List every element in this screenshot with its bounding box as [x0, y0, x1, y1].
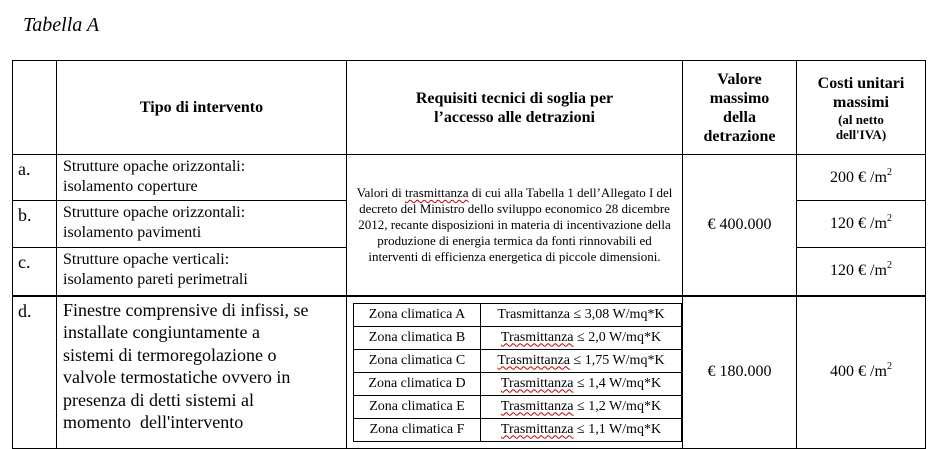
row-description-line2: isolamento pareti perimetrali: [63, 271, 248, 288]
header-requisiti-line2: l’accesso alle detrazioni: [434, 108, 595, 126]
zone-trasmittanza: [481, 418, 682, 441]
zone-trasmittanza: [481, 372, 682, 395]
zone-row: [354, 326, 682, 349]
trasmittanza-word: Trasmittanza: [497, 352, 571, 368]
header-costi: [797, 61, 926, 155]
row-cost-exponent: 2: [886, 260, 892, 272]
row-cost-value: 120 € /m: [830, 215, 887, 232]
requisiti-text: [347, 155, 683, 296]
header-requisiti-line1: Requisiti tecnici di soglia per: [415, 89, 614, 107]
table-row-d: [13, 296, 926, 449]
zone-name: Zona climatica B: [354, 326, 481, 349]
trasmittanza-value: ≤ 1,2 W/mq*K: [573, 398, 662, 414]
header-valore-line2: massimo: [709, 89, 770, 107]
zone-name: Zona climatica C: [354, 349, 481, 372]
row-letter: a.: [13, 155, 57, 201]
trasmittanza-word: Trasmittanza: [497, 306, 571, 322]
header-empty: [13, 61, 57, 155]
row-cost-exponent: 2: [886, 166, 892, 178]
table-row-a: [13, 155, 926, 201]
valore-abc: € 400.000: [683, 155, 797, 296]
row-description-line1: Strutture opache verticali:: [63, 251, 230, 268]
requisiti-trasmittanza-word: trasmittanza: [404, 184, 469, 200]
zone-trasmittanza: [481, 326, 682, 349]
row-cost-value: 120 € /m: [830, 262, 887, 280]
row-cost: [797, 296, 926, 449]
row-description-line2: isolamento coperture: [63, 178, 198, 195]
row-description: [57, 296, 347, 449]
header-valore-line4: detrazione: [703, 127, 776, 145]
row-cost: [797, 248, 926, 296]
header-requisiti: [347, 61, 683, 155]
row-description-line1: Strutture opache orizzontali:: [63, 204, 246, 221]
row-d-line2: installate congiuntamente a: [63, 322, 260, 342]
row-d-line3: sistemi di termoregolazione o: [63, 344, 277, 365]
header-costi-line1: Costi unitari: [817, 74, 905, 92]
header-costi-line4: dell'IVA): [835, 126, 887, 142]
row-d-line4: valvole termostatiche ovvero in: [63, 367, 291, 387]
zone-name: Zona climatica A: [354, 303, 481, 326]
zone-row: [354, 303, 682, 326]
zone-row: [354, 372, 682, 395]
zone-trasmittanza: [481, 303, 682, 326]
trasmittanza-value: ≤ 1,75 W/mq*K: [570, 352, 665, 368]
header-costi-line2: massimi: [833, 93, 889, 111]
row-description-line2: isolamento pavimenti: [63, 224, 202, 241]
header-tipo: Tipo di intervento: [57, 61, 347, 155]
requisiti-text-part1: Valori di: [356, 184, 405, 200]
trasmittanza-word: Trasmittanza: [500, 421, 574, 437]
row-letter: b.: [13, 201, 57, 248]
row-cost: [797, 201, 926, 248]
row-description: [57, 155, 347, 201]
row-description: [57, 201, 347, 248]
valore-d: € 180.000: [683, 296, 797, 449]
row-description-line1: Strutture opache orizzontali:: [63, 158, 246, 175]
row-letter: c.: [13, 248, 57, 296]
zone-row: [354, 418, 682, 441]
trasmittanza-word: Trasmittanza: [500, 329, 574, 345]
zone-name: Zona climatica F: [354, 418, 481, 441]
header-valore: [683, 61, 797, 155]
zones-cell: [347, 296, 683, 449]
row-cost: [797, 155, 926, 201]
row-cost-exponent: 2: [886, 213, 892, 224]
zone-trasmittanza: [481, 395, 682, 418]
header-costi-line3: (al netto: [838, 111, 884, 127]
zone-name: Zona climatica E: [354, 395, 481, 418]
trasmittanza-value: ≤ 1,1 W/mq*K: [573, 421, 662, 437]
row-cost-exponent: 2: [886, 361, 892, 372]
header-row: [13, 61, 926, 155]
trasmittanza-value: ≤ 3,08 W/mq*K: [570, 306, 665, 322]
trasmittanza-word: Trasmittanza: [500, 398, 574, 414]
trasmittanza-value: ≤ 2,0 W/mq*K: [573, 329, 662, 345]
zone-row: [354, 395, 682, 418]
zones-table: [353, 303, 682, 442]
row-description: [57, 248, 347, 296]
detraction-table: [12, 60, 926, 449]
trasmittanza-word: Trasmittanza: [500, 375, 574, 391]
zone-row: [354, 349, 682, 372]
requisiti-text-part2: di cui alla Tabella 1 dell’Allegato I del decreto del Ministro dello sviluppo economico 28 dicembre 2012, recante disposizioni in materia di incentivazione della produzione di energia termica da fonti rinnovabili ed interventi di efficienza energetica di piccole dimensioni.: [358, 184, 673, 264]
trasmittanza-value: ≤ 1,4 W/mq*K: [573, 375, 662, 391]
row-d-line1: Finestre comprensive di infissi, se: [63, 299, 309, 320]
row-letter: d.: [13, 296, 57, 449]
header-valore-line1: Valore: [717, 70, 762, 88]
table-caption: Tabella A: [23, 14, 100, 36]
row-d-line6: momento dell'intervento: [63, 412, 244, 432]
row-cost-value: 400 € /m: [830, 363, 887, 380]
zone-trasmittanza: [481, 349, 682, 372]
row-cost-value: 200 € /m: [830, 168, 887, 186]
zone-name: Zona climatica D: [354, 372, 481, 395]
row-d-line5: presenza di detti sistemi al: [63, 389, 254, 410]
header-valore-line3: della: [723, 108, 756, 126]
